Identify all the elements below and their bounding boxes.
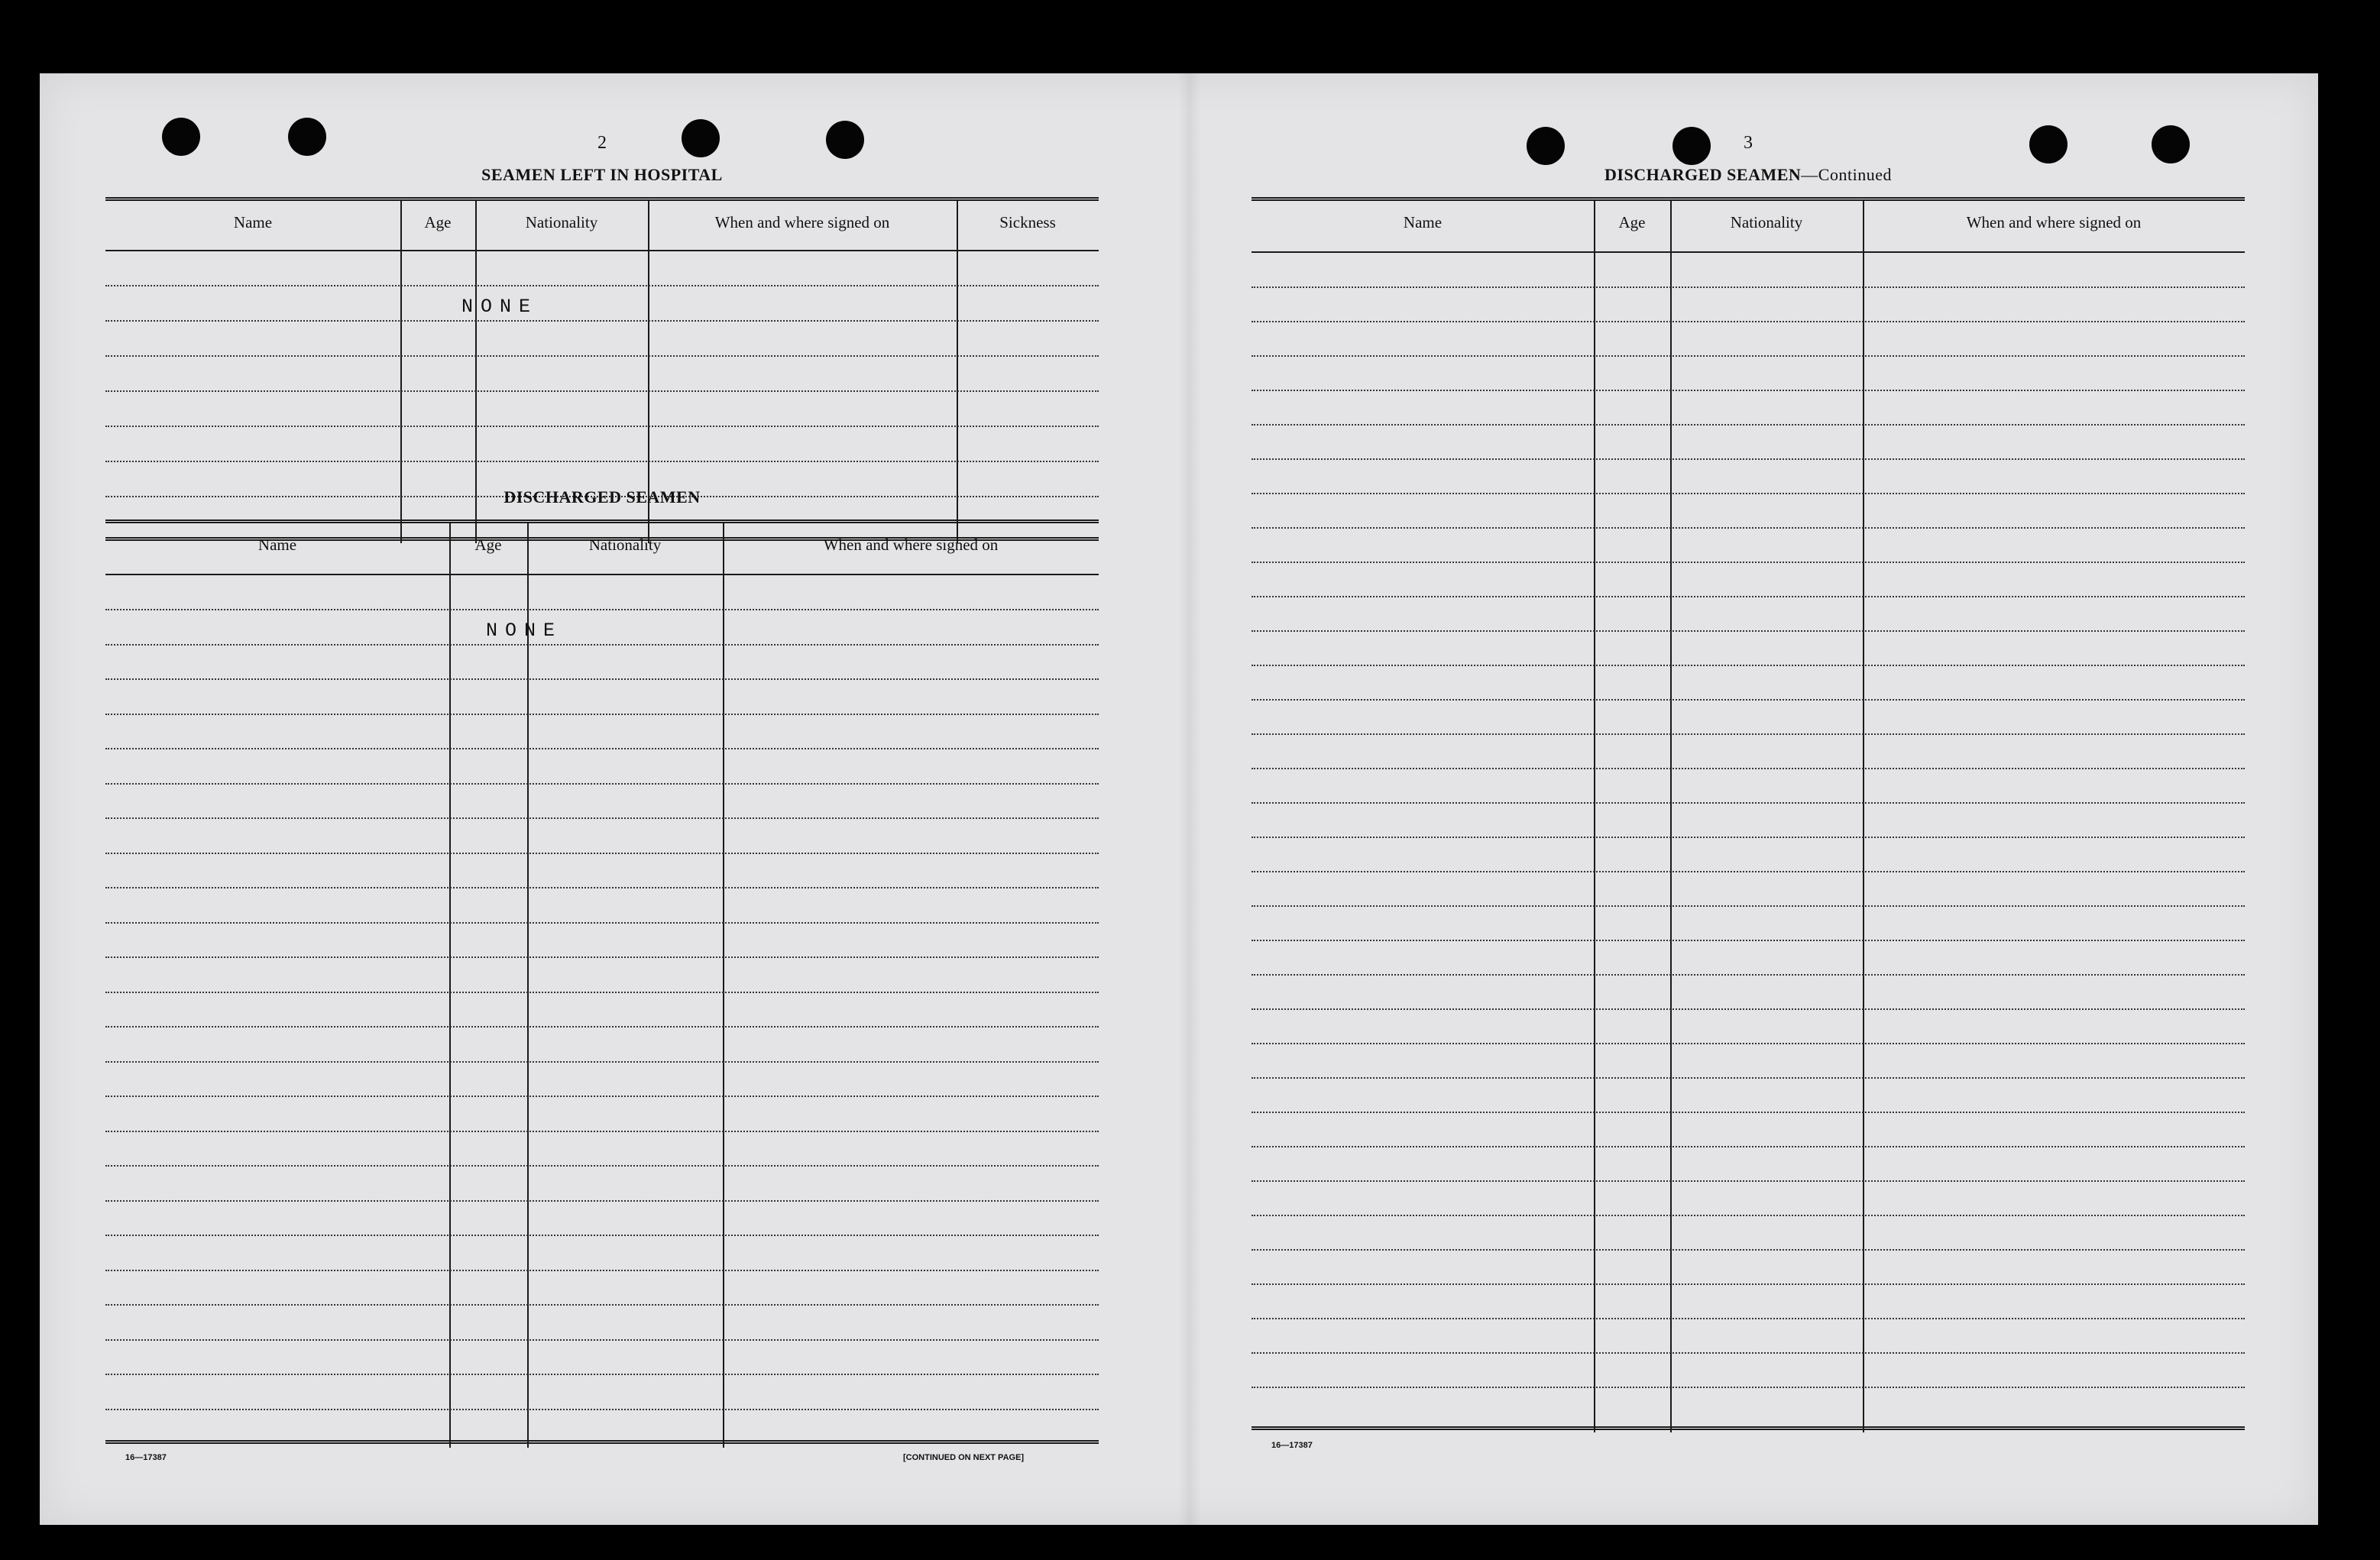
- hospital-section-title: SEAMEN LEFT IN HOSPITAL: [481, 165, 723, 184]
- hospital-none-entry: NONE: [461, 296, 539, 318]
- continued-suffix: —Continued: [1801, 165, 1892, 184]
- col-header-signed-on: When and where signed on: [714, 213, 890, 231]
- page-number: 2: [597, 133, 607, 153]
- page-number: 3: [1744, 133, 1753, 153]
- col-header-age: Age: [424, 213, 452, 231]
- document-sheet: [40, 73, 2318, 1525]
- col-header-nationality: Nationality: [588, 536, 662, 554]
- col-header-age: Age: [474, 536, 502, 554]
- col-header-name: Name: [1403, 213, 1443, 231]
- form-number: 16—17387: [125, 1453, 167, 1462]
- col-header-sickness: Sickness: [999, 213, 1056, 231]
- left-page: [105, 73, 1099, 1525]
- form-number: 16—17387: [1271, 1441, 1313, 1450]
- discharged-none-entry: NONE: [486, 620, 563, 642]
- section-title: DISCHARGED SEAMEN: [1604, 165, 1802, 184]
- discharged-continued-table: [1252, 197, 2245, 1432]
- continued-note: [CONTINUED ON NEXT PAGE]: [903, 1453, 1025, 1462]
- discharged-section-title: DISCHARGED SEAMEN: [504, 487, 701, 507]
- col-header-signed-on: When and where signed on: [1966, 213, 2142, 231]
- discharged-continued-title: [1252, 165, 2245, 185]
- col-header-nationality: Nationality: [1730, 213, 1803, 231]
- page-fold: [1178, 73, 1201, 1525]
- col-header-name: Name: [233, 213, 273, 231]
- col-header-signed-on: When and where signed on: [823, 536, 999, 554]
- col-header-nationality: Nationality: [525, 213, 598, 231]
- col-header-age: Age: [1618, 213, 1646, 231]
- right-page: [1252, 73, 2245, 1525]
- col-header-name: Name: [257, 536, 297, 554]
- discharged-table: [105, 519, 1099, 1448]
